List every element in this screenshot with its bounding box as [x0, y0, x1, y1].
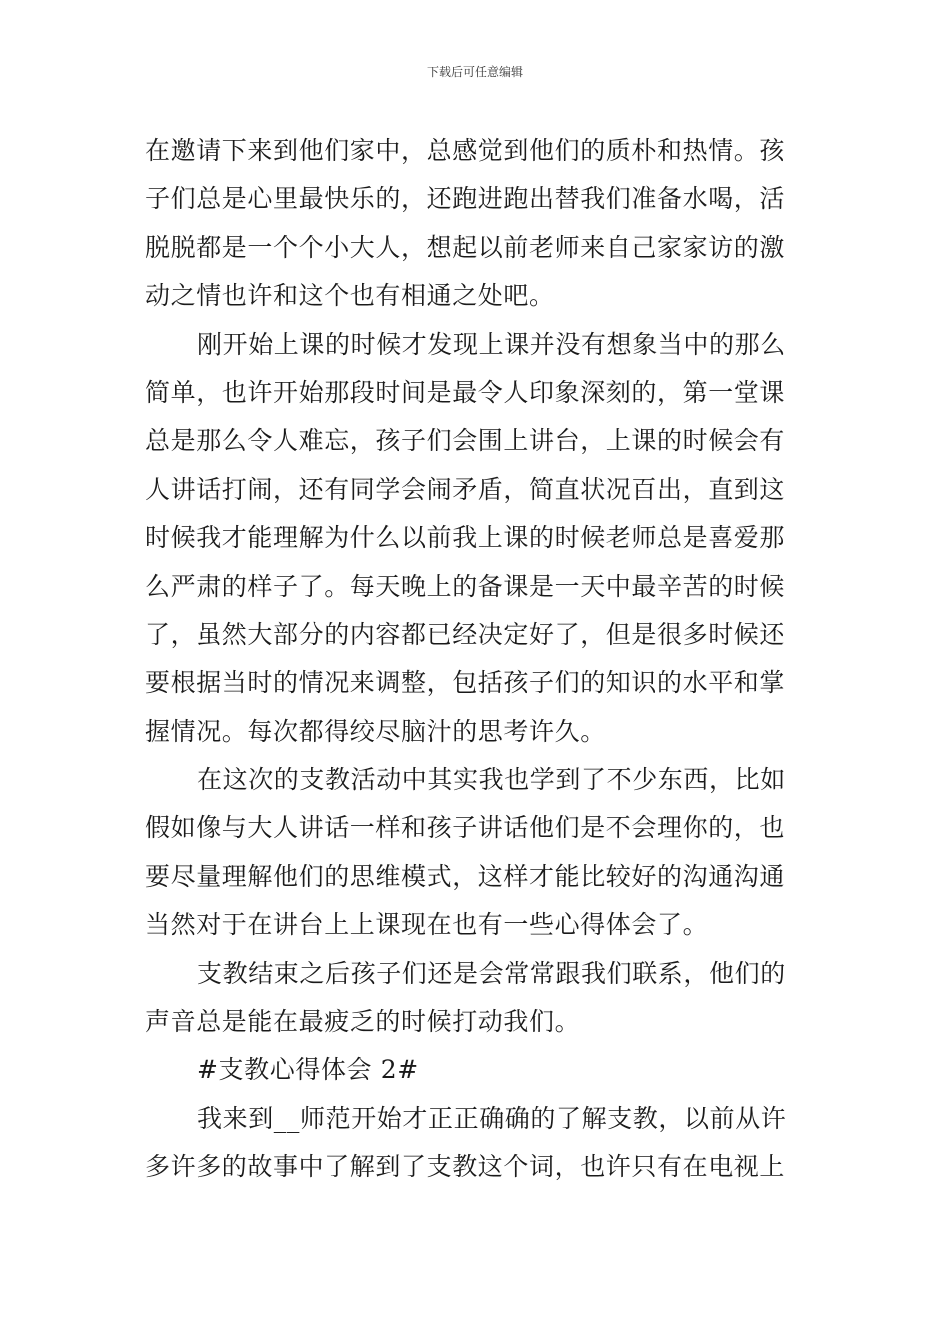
text-line-16: 要尽量理解他们的思维模式，这样才能比较好的沟通沟通: [145, 861, 786, 891]
text-line-22: 多许多的故事中了解到了支教这个词，也许只有在电视上: [145, 1152, 786, 1182]
text-line-15: 假如像与大人讲话一样和孩子讲话他们是不会理你的，也: [145, 813, 786, 843]
text-line-13: 握情况。每次都得绞尽脑汁的思考许久。: [145, 716, 606, 746]
text-line-18: 支教结束之后孩子们还是会常常跟我们联系，他们的: [197, 958, 786, 988]
text-line-7: 总是那么令人难忘，孩子们会围上讲台，上课的时候会有: [145, 426, 786, 456]
text-line-17: 当然对于在讲台上上课现在也有一些心得体会了。: [145, 910, 709, 940]
text-line-4: 动之情也许和这个也有相通之处吧。: [145, 281, 555, 311]
text-line-11: 了，虽然大部分的内容都已经决定好了，但是很多时候还: [145, 619, 786, 649]
text-line-6: 简单，也许开始那段时间是最令人印象深刻的，第一堂课: [145, 377, 786, 407]
text-line-21: 我来到__师范开始才正正确确的了解支教，以前从许: [197, 1103, 787, 1133]
section-heading: #支教心得体会 2#: [197, 1055, 419, 1085]
text-line-10: 么严肃的样子了。每天晚上的备课是一天中最辛苦的时候: [145, 571, 786, 601]
text-line-5: 刚开始上课的时候才发现上课并没有想象当中的那么: [197, 329, 786, 359]
text-line-3: 脱脱都是一个个小大人，想起以前老师来自己家家访的激: [145, 232, 786, 262]
text-line-9: 时候我才能理解为什么以前我上课的时候老师总是喜爱那: [145, 523, 786, 553]
text-line-12: 要根据当时的情况来调整，包括孩子们的知识的水平和掌: [145, 668, 786, 698]
document-body: [145, 127, 807, 1192]
text-line-1: 在邀请下来到他们家中，总感觉到他们的质朴和热情。孩: [145, 136, 786, 165]
text-line-2: 子们总是心里最快乐的，还跑进跑出替我们准备水喝，活: [145, 184, 786, 214]
text-line-14: 在这次的支教活动中其实我也学到了不少东西，比如: [197, 765, 786, 795]
text-line-19: 声音总是能在最疲乏的时候打动我们。: [145, 1007, 581, 1037]
page-header: 下载后可任意编辑: [426, 65, 523, 79]
text-line-8: 人讲话打闹，还有同学会闹矛盾，简直状况百出，直到这: [145, 474, 786, 504]
